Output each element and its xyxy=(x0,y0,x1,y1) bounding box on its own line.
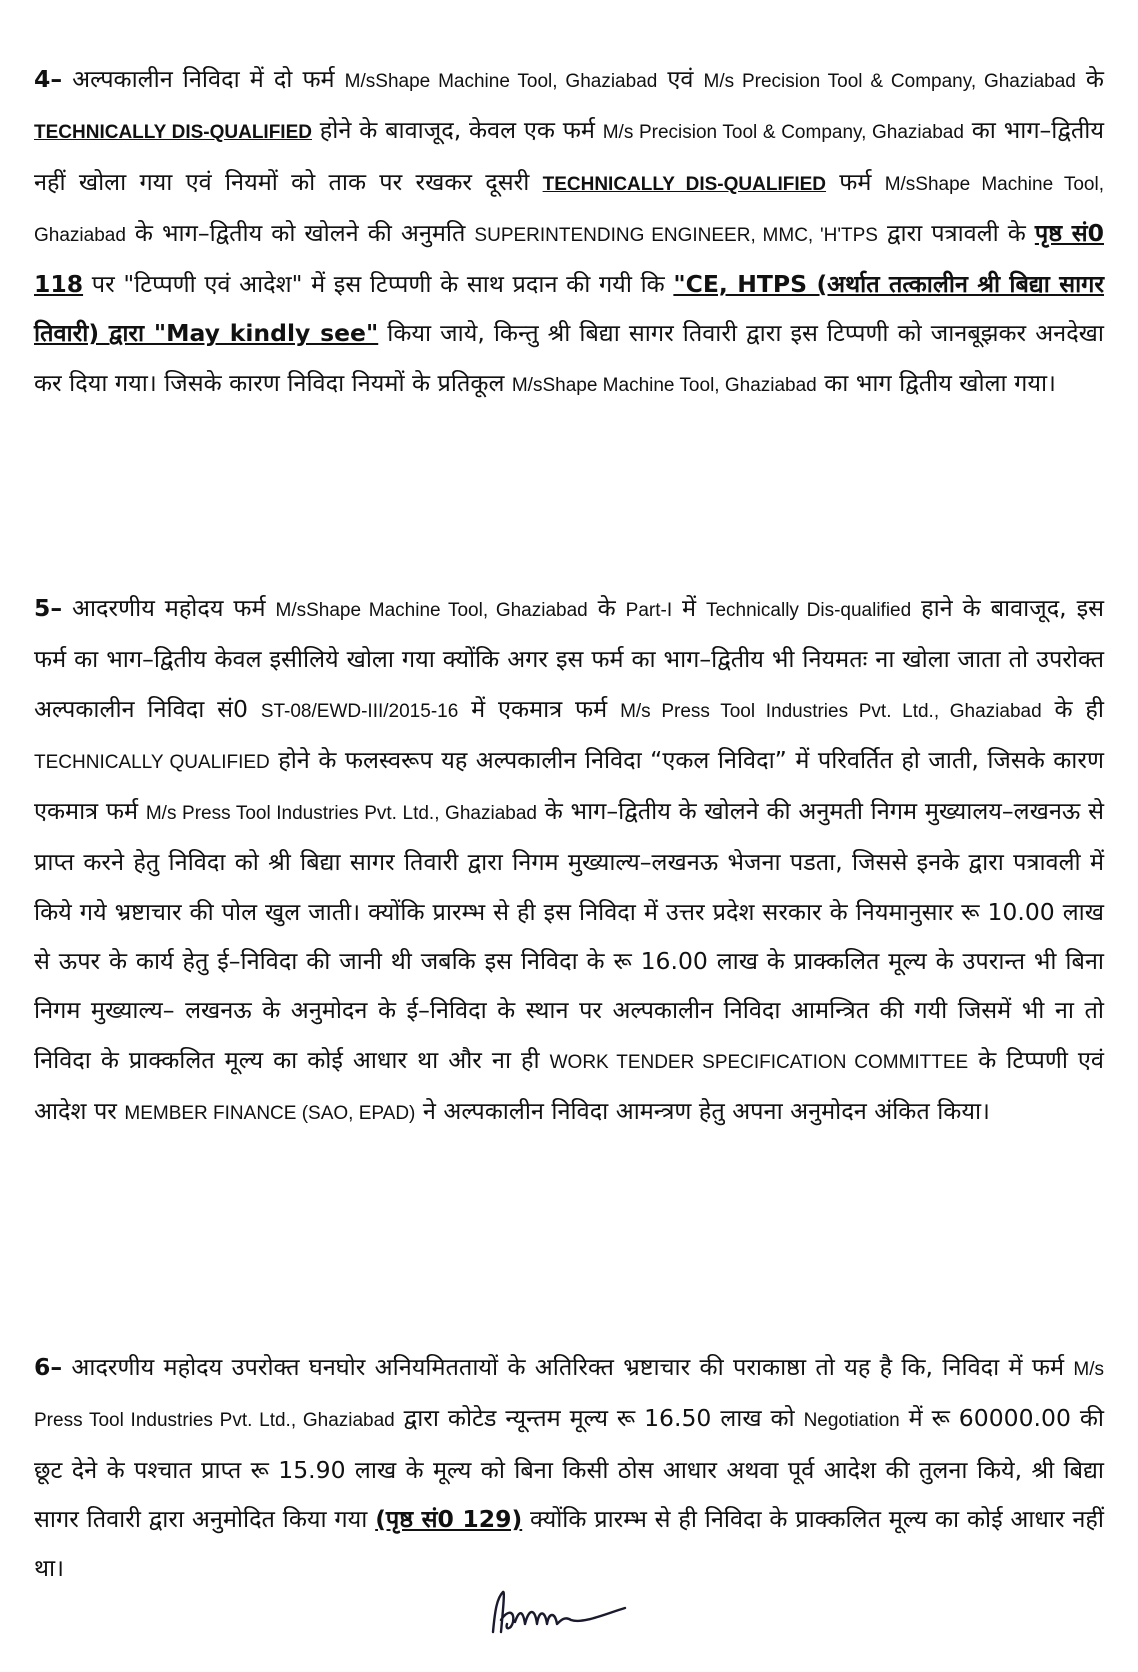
text: का भाग–द्वितीय नहीं खोला गया एवं नियमों को ताक पर रखकर दूसरी xyxy=(34,116,1105,196)
official-title: MEMBER FINANCE (SAO, EPAD) xyxy=(124,1102,416,1124)
english-term: Negotiation xyxy=(803,1410,900,1432)
text: द्वारा कोटेड न्यून्तम मूल्य रू 16.50 लाख को xyxy=(394,1404,804,1433)
committee-name: WORK TENDER SPECIFICATION COMMITTEE xyxy=(549,1051,969,1073)
text: के भाग–द्वितीय को खोलने की अनुमति xyxy=(125,218,475,247)
text: का भाग द्वितीय खोला गया। xyxy=(816,368,1056,397)
firm-name: M/sShape Machine Tool, Ghaziabad xyxy=(344,71,658,92)
firm-name: M/s Press Tool Industries Pvt. Ltd., Ghaziabad xyxy=(34,1359,1104,1432)
paragraph-4 xyxy=(34,55,1104,410)
handwritten-signature xyxy=(485,1580,635,1650)
emphasis-underlined: TECHNICALLY DIS-QUALIFIED xyxy=(542,173,827,195)
text: में एकमात्र फर्म xyxy=(458,694,621,723)
text: के ही xyxy=(1041,694,1104,723)
firm-name: M/sShape Machine Tool, Ghaziabad xyxy=(34,173,1104,246)
page-reference: पृष्ठ सं0 118 xyxy=(34,218,1104,299)
paragraph-number: 5– xyxy=(34,594,63,622)
firm-name: M/sShape Machine Tool, Ghaziabad xyxy=(275,600,588,621)
firm-name: M/sShape Machine Tool, Ghaziabad xyxy=(511,374,817,396)
text: पर "टिप्पणी एवं आदेश" में इस टिप्पणी के साथ प्रदान की गयी कि xyxy=(83,270,674,299)
emphasis-underlined: TECHNICALLY DIS-QUALIFIED xyxy=(34,122,312,144)
tender-number: ST-08/EWD-III/2015-16 xyxy=(260,700,459,722)
paragraph-6 xyxy=(34,1343,1104,1593)
text: एवं xyxy=(657,65,704,93)
english-term: Technically Dis-qualified xyxy=(705,600,912,621)
firm-name: M/s Press Tool Industries Pvt. Ltd., Ghaziabad xyxy=(145,803,537,825)
text: होने के बावाजूद, केवल एक फर्म xyxy=(311,116,603,145)
firm-name: M/s Precision Tool & Company, Ghaziabad xyxy=(703,71,1076,92)
text: अल्पकालीन निविदा में दो फर्म xyxy=(62,65,345,93)
text: में रू 60000.00 की छूट देने के पश्चात प्राप्त रू 15.90 लाख के मूल्य को बिना किसी ठोस आधार अथवा पूर्व आदेश की तुलना किये, श्री बिद्या सागर तिवारी द्वारा अनुमोदित किया गया xyxy=(34,1404,1104,1533)
text: आदरणीय महोदय उपरोक्त घनघोर अनियमिततायों के अतिरिक्त भ्रष्टाचार की पराकाष्ठा तो यह है कि, निविदा में फर्म xyxy=(62,1353,1074,1381)
page-reference: (पृष्ठ सं0 129) xyxy=(375,1504,523,1533)
text: होने के फलस्वरूप यह अल्पकालीन निविदा “एकल निविदा” में परिवर्तित हो जाती, जिसके कारण एकमात्र फर्म xyxy=(34,745,1104,826)
quoted-note: "CE, HTPS (अर्थात तत्कालीन श्री बिद्या सागर तिवारी) द्वारा "May kindly see" xyxy=(34,270,1105,348)
text: हाने के बावाजूद, इस फर्म का भाग–द्वितीय केवल इसीलिये खोला गया क्योंकि अगर इस फर्म का भाग–द्वितीय भी नियमतः ना खोला जाता तो उपरोक्त अल्पकालीन निविदा सं0 xyxy=(34,594,1104,723)
text: किया जाये, किन्तु श्री बिद्या सागर तिवारी द्वारा इस टिप्पणी को जानबूझकर अनदेखा कर दिया गया। जिसके कारण निविदा नियमों के प्रतिकूल xyxy=(34,319,1104,397)
text: के टिप्पणी एवं आदेश पर xyxy=(34,1045,1104,1125)
firm-name: M/s Precision Tool & Company, Ghaziabad xyxy=(602,122,964,144)
text: के xyxy=(587,594,626,622)
text: में xyxy=(672,594,706,622)
firm-name: M/s Press Tool Industries Pvt. Ltd., Ghaziabad xyxy=(620,700,1042,722)
english-term: Part-I xyxy=(625,600,673,621)
text: क्योंकि प्रारम्भ से ही निविदा के प्राक्कलित मूल्य का कोई आधार नहीं था। xyxy=(34,1504,1104,1583)
official-title: SUPERINTENDING ENGINEER, MMC, 'H'TPS xyxy=(474,224,878,246)
text: के xyxy=(1075,65,1104,93)
paragraph-number: 4– xyxy=(34,65,63,93)
text: आदरणीय महोदय फर्म xyxy=(62,594,276,622)
english-term: TECHNICALLY QUALIFIED xyxy=(34,751,270,773)
text: के भाग–द्वितीय के खोलने की अनुमती निगम मुख्यालय–लखनऊ से प्राप्त करने हेतु निविदा को श्री बिद्या सागर तिवारी द्वारा निगम मुख्याल्य–लखनऊ भेजना पडता, जिससे इनके द्वारा पत्रावली में किये गये भ्रष्टाचार की पोल खुल जाती। क्योंकि प्रारम्भ से ही इस निविदा में उत्तर प्रदेश सरकार के नियमानुसार रू 10.00 लाख से ऊपर के कार्य हेतु ई–निविदा की जानी थी जबकि इस निविदा के रू 16.00 लाख के प्राक्कलित मूल्य के उपरान्त भी बिना निगम मुख्याल्य– लखनऊ के अनुमोदन के ई–निविदा के स्थान पर अल्पकालीन निविदा आमन्त्रित की गयी जिसमें भी ना तो निविदा के प्राक्कलित मूल्य का कोई आधार था और ना ही xyxy=(34,797,1104,1074)
paragraph-5 xyxy=(34,584,1104,1138)
text: द्वारा पत्रावली के xyxy=(877,218,1035,247)
text: ने अल्पकालीन निविदा आमन्त्रण हेतु अपना अनुमोदन अंकित किया। xyxy=(415,1096,990,1125)
paragraph-number: 6– xyxy=(34,1353,63,1381)
text: फर्म xyxy=(826,167,885,196)
